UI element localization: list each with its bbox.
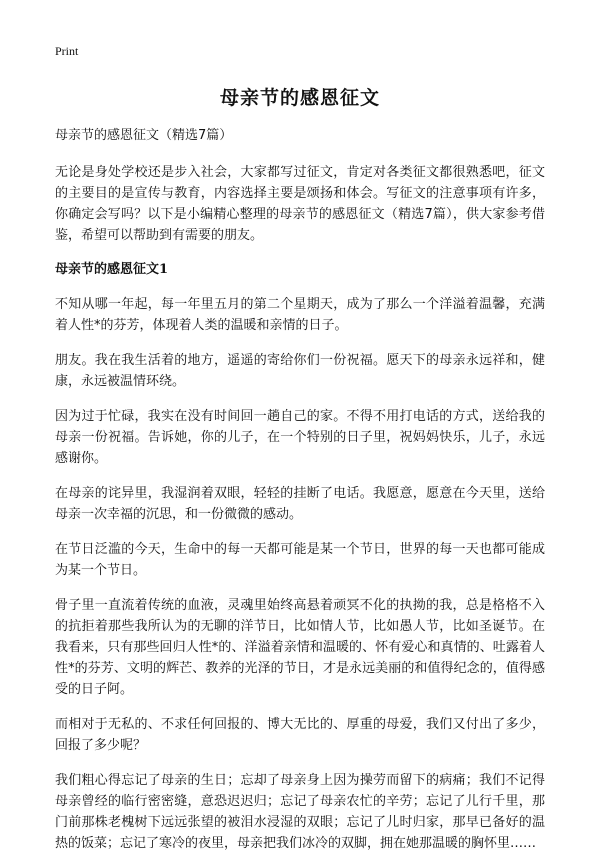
body-paragraph-5: 在节日泛滥的今天，生命中的每一天都可能是某一个节日，世界的每一天也都可能成为某一个节日。 (55, 542, 545, 578)
body-paragraph-6: 骨子里一直流着传统的血液，灵魂里始终高悬着顽冥不化的执拗的我，总是格格不入的抗拒着那些我所认为的无聊的洋节日，比如情人节，比如愚人节，比如圣诞节。在我看来，只有那些回归人性*的、洋溢着亲情和温暖的、怀有爱心和真情的、吐露着人性*的芬芳、文明的辉芒、教养的光泽的节日，才是永远美丽的和值得纪念的，值得感受的日子阿。 (55, 598, 545, 697)
print-link[interactable]: Print (55, 44, 79, 58)
body-paragraph-4: 在母亲的诧异里，我湿润着双眼，轻轻的挂断了电话。我愿意，愿意在今天里，送给母亲一次幸福的沉思，和一份微微的感动。 (55, 486, 545, 522)
intro-paragraph: 无论是身处学校还是步入社会，大家都写过征文，肯定对各类征文都很熟悉吧，征文的主要目的是宣传与教育，内容选择主要是颂扬和体会。写征文的注意事项有许多，你确定会写吗？以下是小编精心整理的母亲节的感恩征文（精选7篇），供大家参考借鉴，希望可以帮助到有需要的朋友。 (55, 165, 545, 243)
body-paragraph-1: 不知从哪一年起，每一年里五月的第二个星期天，成为了那么一个洋溢着温馨，充满着人性*的芬芳，体现着人类的温暖和亲情的日子。 (55, 297, 545, 333)
section-heading: 母亲节的感恩征文1 (55, 262, 169, 277)
subtitle: 母亲节的感恩征文（精选7篇） (55, 128, 233, 143)
page-title: 母亲节的感恩征文 (219, 87, 380, 109)
body-paragraph-7: 而相对于无私的、不求任何回报的、博大无比的、厚重的母爱，我们又付出了多少，回报了多少呢？ (55, 717, 545, 753)
body-paragraph-3: 因为过于忙碌，我实在没有时间回一趟自己的家。不得不用打电话的方式，送给我的母亲一份祝福。告诉她，你的儿子，在一个特别的日子里，祝妈妈快乐，儿子，永远感谢你。 (55, 409, 545, 466)
body-paragraph-2: 朋友。我在我生活着的地方，遥遥的寄给你们一份祝福。愿天下的母亲永远祥和，健康，永远被温情环绕。 (55, 353, 545, 389)
body-paragraph-8: 我们粗心得忘记了母亲的生日；忘却了母亲身上因为操劳而留下的病痛；我们不记得母亲曾经的临行密密缝，意恐迟迟归；忘记了母亲农忙的辛劳；忘记了儿行千里，那门前那株老槐树下远远张望的被泪水浸湿的双眼；忘记了儿时归家，那早已备好的温热的饭菜；忘记了寒冷的夜里，母亲把我们冰冷的双脚，拥在她那温暖的胸怀里…… (55, 773, 545, 851)
